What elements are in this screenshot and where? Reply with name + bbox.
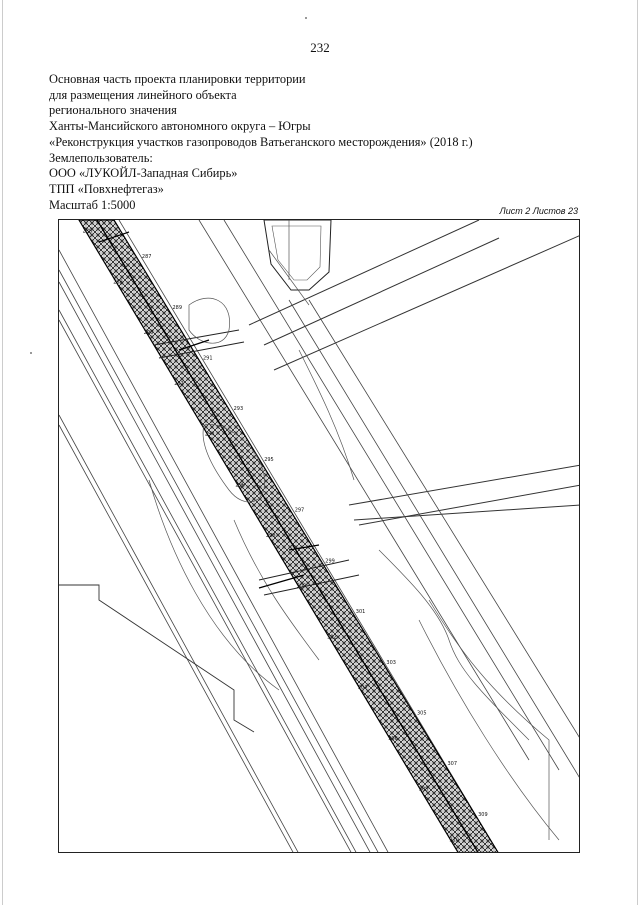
point-label: 303 <box>386 659 396 666</box>
terrain-contours <box>149 220 559 840</box>
scan-edge-right <box>637 0 638 905</box>
point-label: 288 <box>113 279 123 286</box>
pipeline-corridor <box>79 220 499 853</box>
document-header <box>49 72 609 213</box>
planning-map <box>58 219 580 853</box>
point-label: 290 <box>143 330 154 337</box>
building-outline-inner <box>272 226 321 280</box>
header-line: Землепользователь: <box>49 150 153 165</box>
map-drawing <box>59 220 580 853</box>
road-upper-right <box>249 220 580 370</box>
point-label: 298 <box>266 533 276 539</box>
point-label: 307 <box>447 761 458 768</box>
point-label: 305 <box>417 710 427 717</box>
point-label: 291 <box>203 355 213 362</box>
sheet-label: Лист 2 Листов 23 <box>499 206 578 216</box>
point-label: 301 <box>355 609 366 616</box>
point-label: 309 <box>478 812 488 818</box>
point-label: 304 <box>357 685 368 692</box>
header-line: Основная часть проекта планировки территории <box>49 72 306 86</box>
point-label: 306 <box>388 735 398 742</box>
point-label: 294 <box>204 431 215 438</box>
header-line: ООО «ЛУКОЙЛ-Западная Сибирь» <box>49 166 238 181</box>
page-number: 232 <box>310 40 330 55</box>
header-line: «Реконструкция участков газопроводов Ватьеганского месторождения» (2018 г.) <box>49 134 473 149</box>
scan-edge-left <box>2 0 3 905</box>
scan-speck <box>305 17 307 19</box>
road-lower-right <box>349 465 580 525</box>
scan-speck <box>30 352 32 354</box>
pipeline-axis <box>97 220 479 853</box>
point-label: 289 <box>172 304 183 311</box>
header-line: ТПП «Повхнефтегаз» <box>49 181 164 196</box>
point-label: 310 <box>449 837 459 844</box>
point-label: 302 <box>327 634 337 641</box>
parcel-boundary-step <box>59 585 254 732</box>
point-label: 292 <box>174 380 184 387</box>
point-label: 295 <box>264 456 274 463</box>
header-line: Ханты-Мансийского автономного округа – Югры <box>49 119 311 134</box>
header-line: для размещения линейного объекта <box>49 87 237 102</box>
point-label: 286 <box>82 228 93 235</box>
header-line: регионального значения <box>49 103 177 118</box>
point-label: 287 <box>141 254 152 260</box>
point-label: 293 <box>233 406 244 413</box>
point-label: 308 <box>418 786 429 793</box>
point-label: 297 <box>294 507 305 514</box>
point-label: 299 <box>325 558 335 565</box>
header-line: Масштаб 1:5000 <box>49 197 136 212</box>
point-label: 300 <box>296 583 307 590</box>
point-label: 296 <box>235 482 245 489</box>
